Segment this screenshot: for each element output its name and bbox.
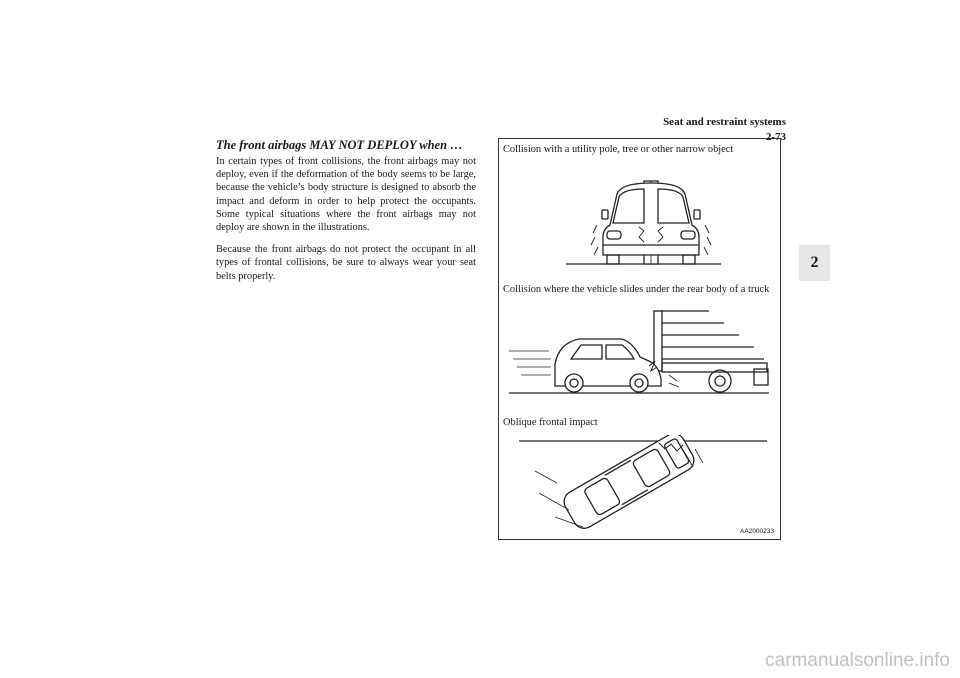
footer-watermark: carmanualsonline.info xyxy=(765,650,950,671)
figure-code: AA2000233 xyxy=(740,528,774,535)
illustration-panel xyxy=(498,138,781,540)
caption-truck-underride: Collision where the vehicle slides under the rear body of a truck xyxy=(503,284,770,295)
illustration-truck-underride xyxy=(499,309,782,399)
caption-oblique-impact: Oblique frontal impact xyxy=(503,417,598,428)
paragraph-1: In certain types of front collisions, the front airbags may not deploy, even if the deformation of the body seems to be large, because the vehicle’s body structure is designed to absorb the impact and deform in order to help protect the occupants. Some typical situations where the front airbags may not deploy are shown in the illustrations. xyxy=(216,156,476,234)
section-heading: The front airbags MAY NOT DEPLOY when … xyxy=(216,138,463,152)
illustration-pole-collision xyxy=(499,179,782,275)
paragraph-2: Because the front airbags do not protect the occupant in all types of frontal collisions, be sure to always wear your seat belts properly. xyxy=(216,244,476,282)
illustration-oblique-impact xyxy=(499,435,782,529)
running-header: Seat and restraint systems xyxy=(663,116,786,128)
chapter-tab[interactable]: 2 xyxy=(799,245,830,281)
page-number: 2-73 xyxy=(765,131,786,143)
text-column xyxy=(216,138,476,292)
caption-utility-pole: Collision with a utility pole, tree or other narrow object xyxy=(503,144,734,155)
